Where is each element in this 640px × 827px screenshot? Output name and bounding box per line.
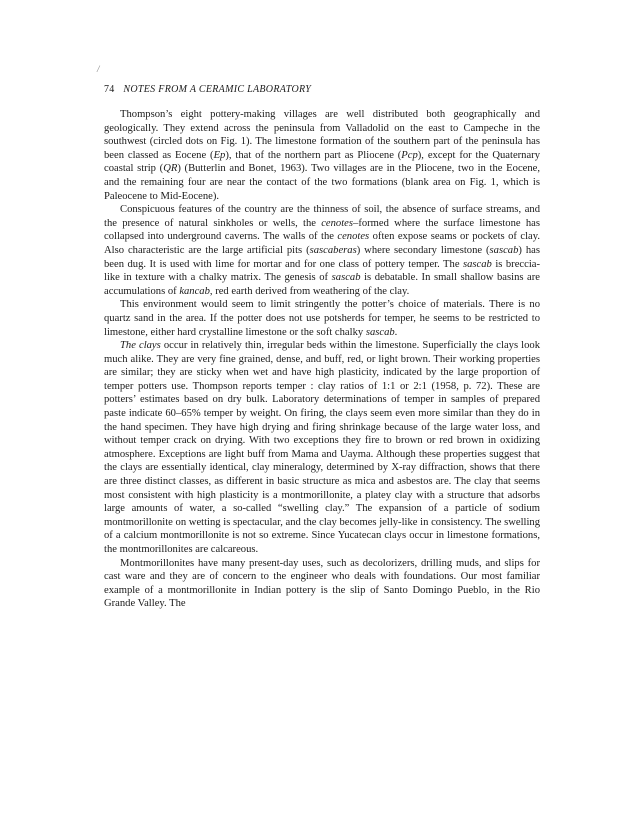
running-title: NOTES FROM A CERAMIC LABORATORY: [123, 84, 312, 95]
body-text: [104, 108, 540, 611]
page-number: 74: [104, 84, 115, 95]
paragraph-4: The clays occur in relatively thin, irregular beds within the limestone. Superficially the clays look much alike. They are very fine grained, dense, and buff, red, or light brown. Their working properties are similar; they are sticky when wet and have high plasticity, indicated by the large proportion of temper potters use. Thompson reports temper : clay ratios of 1:1 or 2:1 (1958, p. 72). These are potters’ estimates based on dry bulk. Laboratory determinations of temper in samples of prepared paste indicate 60–65% temper by weight. On firing, the clays seem even more similar than they do in the hand specimen. They have high drying and firing shrinkage because of the large water loss, and without temper crack on drying. With two exceptions they fire to brown or red brown in oxidizing atmosphere. Exceptions are light buff from Mama and Uayma. Although these properties suggest that the clays are essentially identical, clay mineralogy, determined by X-ray diffraction, shows that there are three distinct classes, as different in basic structure as mica and asbestos are. The clay that seems most consistent with high plasticity is a montmorillonite, a platey clay with a structure that adsorbs large amounts of water, a so-called “swelling clay.” The expansion of a particle of sodium montmorillonite on wetting is spectacular, and the clay becomes jelly-like in consistency. The swelling of a calcium montmorillonite is not so extreme. Since Yucatecan clays occur in limestone formations, the montmorillonites are calcareous.: [104, 340, 540, 555]
paragraph-1: Thompson’s eight pottery-making villages are well distributed both geographically and geologically. They extend across the peninsula from Valladolid on the east to Campeche in the southwest (circled dots on Fig. 1). The limestone formation of the southern part of the peninsula has been classed as Eocene (Ep), that of the northern part as Pliocene (Pcp), except for the Quaternary coastal strip (QR) (Butterlin and Bonet, 1963). Two villages are in the Pliocene, two in the Eocene, and the remaining four are near the contact of the two formations (blank area on Fig. 1, which is Paleocene to Mid-Eocene).: [104, 109, 541, 202]
running-head: [104, 84, 311, 95]
paragraph-2: Conspicuous features of the country are the thinness of soil, the absence of surface streams, and the presence of natural sinkholes or wells, the cenotes–formed where the surface limestone has collapsed into underground caverns. The walls of the cenotes often expose seams or pockets of clay. Also characteristic are the large artificial pits (sascaberas) where secondary limestone (sascab) has been dug. It is used with lime for mortar and for one class of pottery temper. The sascab is breccia-like in texture with a chalky matrix. The genesis of sascab is debatable. In small shallow basins are accumulations of kancab, red earth derived from weathering of the clay.: [104, 204, 540, 297]
paragraph-3: This environment would seem to limit stringently the potter’s choice of materials. There is no quartz sand in the area. If the potter does not use potsherds for temper, he seems to be restricted to limestone, either hard crystalline limestone or the soft chalky sascab.: [104, 299, 540, 338]
stray-mark: /: [97, 64, 100, 74]
paragraph-5: Montmorillonites have many present-day uses, such as decolorizers, drilling muds, and slips for cast ware and they are of concern to the engineer who deals with foundations. Our most familiar example of a montmorillonite in Indian pottery is the slip of Santo Domingo Pueblo, in the Rio Grande Valley. The: [104, 557, 540, 610]
